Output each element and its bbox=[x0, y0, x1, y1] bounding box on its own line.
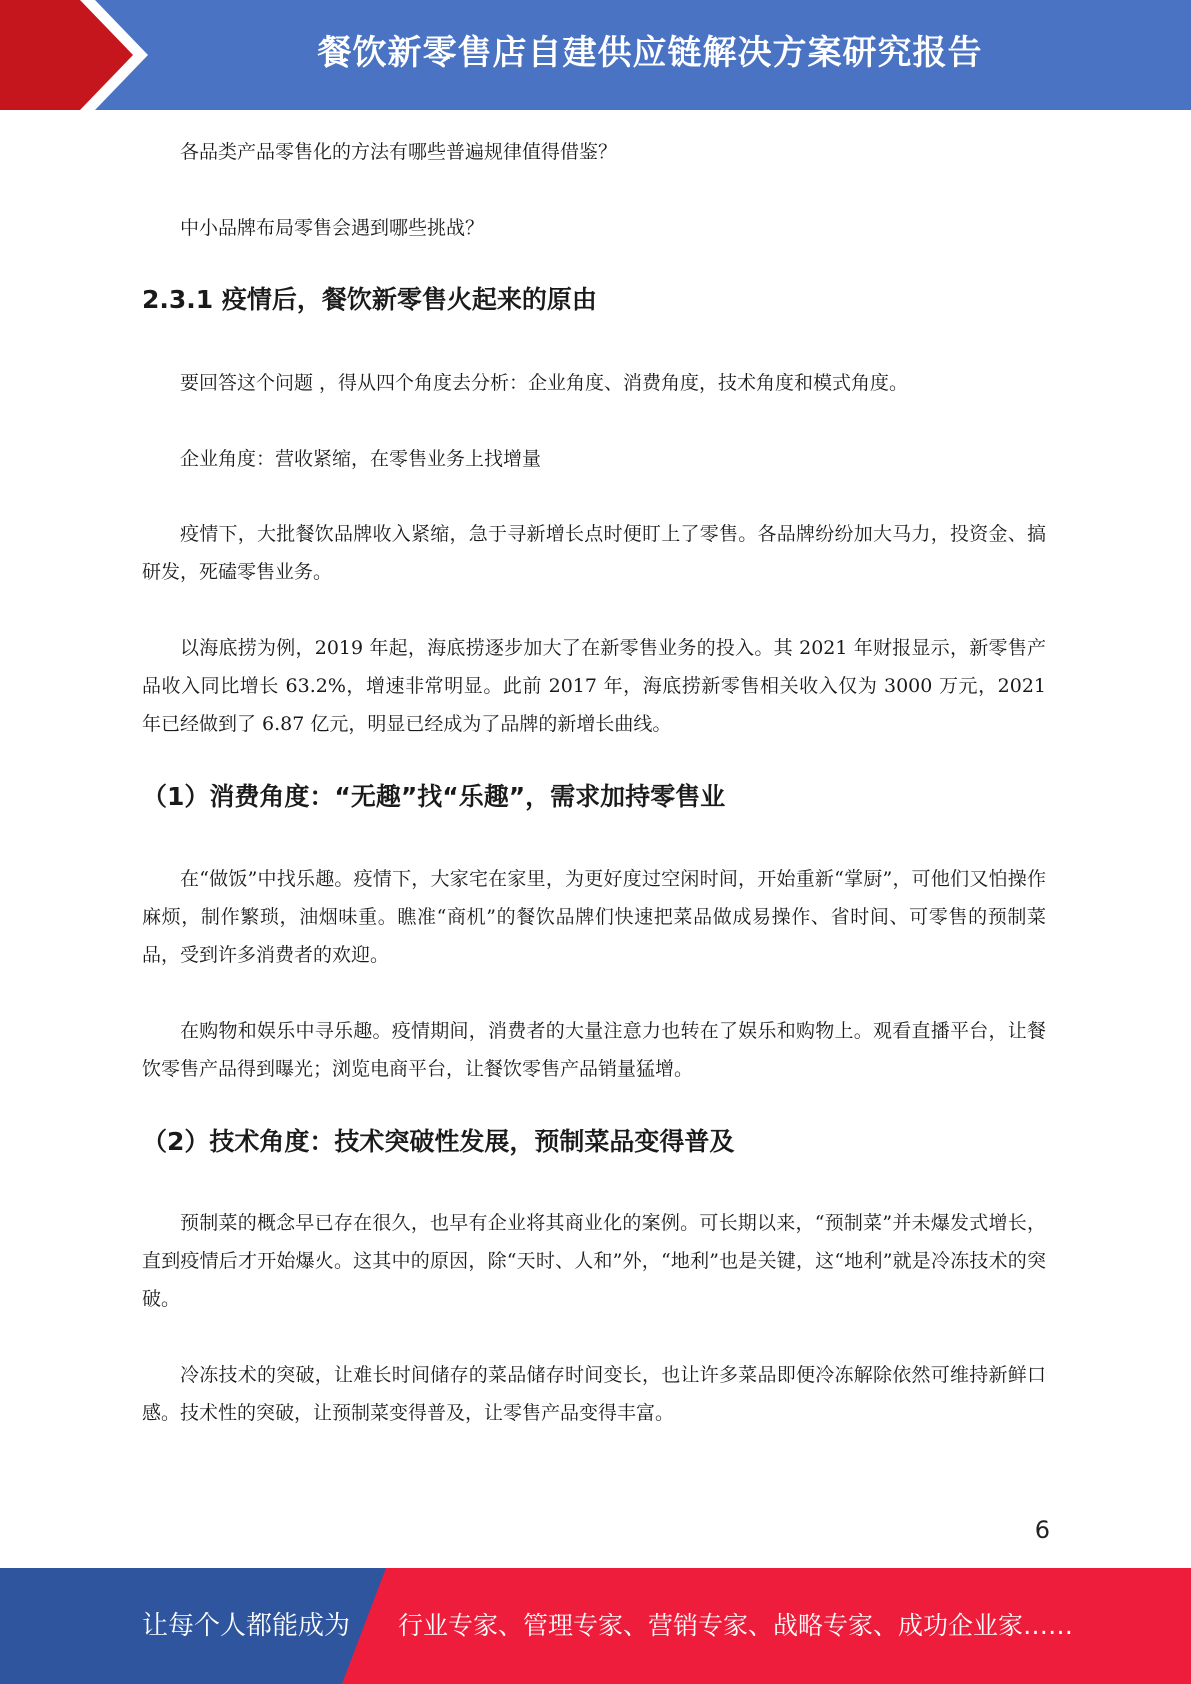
page-number: 6 bbox=[1034, 1516, 1050, 1544]
paragraph-2: 中小品牌布局零售会遇到哪些挑战？ bbox=[180, 217, 485, 239]
paragraph-7: 在“做饭”中找乐趣。疫情下，大家宅在家里，为更好度过空闲时间，开始重新“掌厨”，可他们又怕操作麻烦，制作繁琐，油烟味重。瞧准“商机”的餐饮品牌们快速把菜品做成易操作、省时间、可零售的预制菜品，受到许多消费者的欢迎。 bbox=[142, 868, 1046, 966]
paragraph-10: 冷冻技术的突破，让难长时间储存的菜品储存时间变长，也让许多菜品即便冷冻解除依然可维持新鲜口感。技术性的突破，让预制菜变得普及，让零售产品变得丰富。 bbox=[142, 1364, 1046, 1424]
paragraph-6: 以海底捞为例，2019 年起，海底捞逐步加大了在新零售业务的投入。其 2021 年财报显示，新零售产品收入同比增长 63.2%，增速非常明显。此前 2017 年，海底捞新零售相关收入仅为 3000 万元，2021 年已经做到了 6.87 亿元，明显已经成为了品牌的新增长曲线。 bbox=[142, 637, 1046, 735]
subheading-consumption: （1）消费角度：“无趣”找“乐趣”，需求加持零售业 bbox=[142, 782, 726, 811]
paragraph-3: 要回答这个问题 ，得从四个角度去分析：企业角度、消费角度，技术角度和模式角度。 bbox=[180, 372, 909, 394]
section-heading-2-3-1: 2.3.1 疫情后，餐饮新零售火起来的原由 bbox=[142, 285, 597, 314]
footer-slogan-right: 行业专家、管理专家、营销专家、战略专家、成功企业家…… bbox=[398, 1611, 1074, 1640]
subheading-technology: （2）技术角度：技术突破性发展，预制菜品变得普及 bbox=[142, 1127, 735, 1156]
paragraph-1: 各品类产品零售化的方法有哪些普遍规律值得借鉴？ bbox=[180, 141, 618, 163]
page-header bbox=[0, 0, 1191, 110]
paragraph-8: 在购物和娱乐中寻乐趣。疫情期间，消费者的大量注意力也转在了娱乐和购物上。观看直播平台，让餐饮零售产品得到曝光；浏览电商平台，让餐饮零售产品销量猛增。 bbox=[142, 1020, 1046, 1080]
footer-slogan-left: 让每个人都能成为 bbox=[142, 1611, 351, 1641]
paragraph-9: 预制菜的概念早已存在很久，也早有企业将其商业化的案例。可长期以来，“预制菜”并未爆发式增长，直到疫情后才开始爆火。这其中的原因，除“天时、人和”外，“地利”也是关键，这“地利”就是冷冻技术的突破。 bbox=[142, 1212, 1046, 1310]
page-footer bbox=[0, 1568, 1191, 1684]
report-title: 餐饮新零售店自建供应链解决方案研究报告 bbox=[317, 33, 983, 73]
paragraph-4: 企业角度：营收紧缩，在零售业务上找增量 bbox=[180, 448, 542, 470]
paragraph-5: 疫情下，大批餐饮品牌收入紧缩，急于寻新增长点时便盯上了零售。各品牌纷纷加大马力，投资金、搞研发，死磕零售业务。 bbox=[142, 523, 1046, 583]
